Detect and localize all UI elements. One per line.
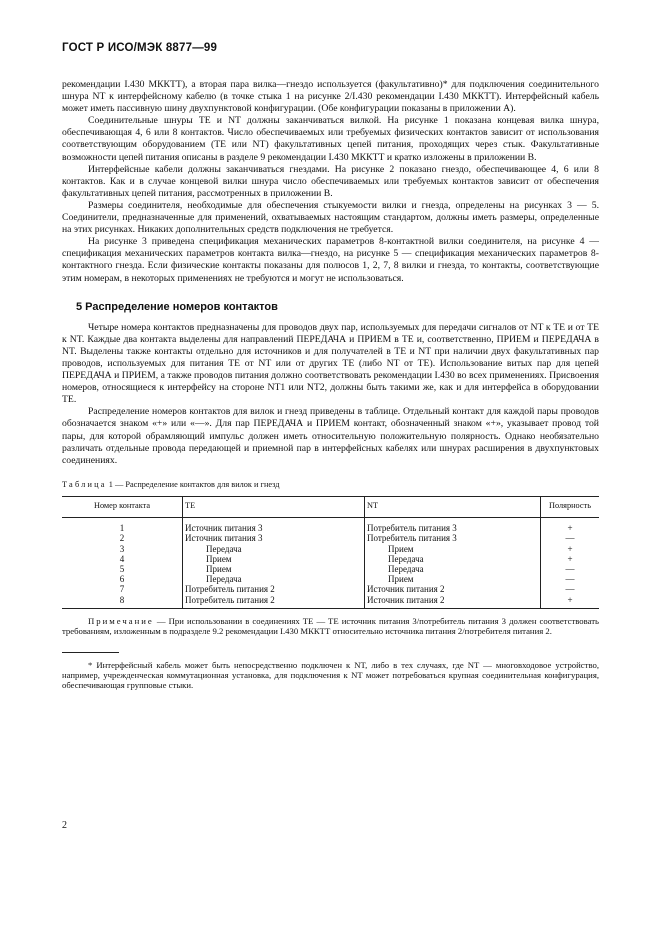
cell-te: Передача [183,544,365,554]
table-header-row [62,496,599,517]
table-row [62,544,599,554]
paragraph: Распределение номеров контактов для вилок и гнезд приведены в таблице. Отдельный контакт для каждой пары проводов обозначается знаком «+» или «—». Для пар ПЕРЕДАЧА и ПРИЕМ контакт, обозначенный знаком «+», указывает провод той пары, для которой обрамляющий импульс должен иметь относительную положительную полярность. Однако необязательно различать отдельные провода передающей и приемной пар в интерфейсных кабелях или шнурах расширения в двухпунктовых соединениях. [62,406,599,466]
cell-te: Потребитель питания 2 [183,595,365,609]
cell-te: Потребитель питания 2 [183,584,365,594]
footnote: * Интерфейсный кабель может быть непосредственно подключен к NT, либо в тех случаях, где NT — многовходовое устройство, например, учрежденческая коммутационная установка, для подключения к NT может потребоваться крупная соединительная конфигурация, обеспечивающая групповые стыки. [62,659,599,691]
cell-polarity: — [541,533,600,543]
table-row [62,533,599,543]
cell-te: Источник питания 3 [183,518,365,534]
paragraph: Размеры соединителя, необходимые для обеспечения стыкуемости вилки и гнезда, определены на рисунках 3 — 5. Соединители, предназначенные для применений, охватываемых настоящим стандартом, должны иметь размеры, определенные на этих рисунках. Никаких дополнительных средств подключения не требуется. [62,199,599,236]
cell-nt: Потребитель питания 3 [365,518,541,534]
page-number: 2 [62,820,67,831]
column-header-te: TE [183,496,365,517]
cell-polarity: + [541,518,600,534]
cell-nt: Источник питания 2 [365,584,541,594]
cell-contact-number: 3 [119,543,125,554]
cell-polarity: — [541,564,600,574]
table-row [62,574,599,584]
table-row [62,554,599,564]
paragraph: На рисунке 3 приведена спецификация механических параметров 8-контактной вилки соединителя, на рисунке 4 — спецификация механических параметров контакта вилка—гнездо, на рисунке 5 — спецификация механических параметров 8-контактного гнезда. Если физические контакты показаны для полюсов 1, 2, 7, 8 вилки и гнезда, то контакты, соответствующие этим номерам, в некоторых применениях не требуются и могут не использоваться. [62,236,599,284]
paragraph: Четыре номера контактов предназначены для проводов двух пар, используемых для передачи сигналов от NT к TE и от TE к NT. Каждые два контакта выделены для направлений ПЕРЕДАЧА и ПРИЕМ в TE и, соответственно, ПРИЕМ и ПЕРЕДАЧА в NT. Выделены также контакты отдельно для источников и для получателей в TE и NT при наличии двух факультативных пар проводов, используемых для питания TE от NT или от других TE (либо NT от TE). Использование витых пар для цепей ПЕРЕДАЧА и ПРИЕМ, а также проводов питания должно соответствовать рекомендации I.430 во всех применениях. Присвоения номеров, относящиеся к интерфейсу на стороне NT1 или NT2, должны быть такими же, как и для интерфейса в оборудовании TE. [62,321,599,406]
cell-nt: Прием [365,544,541,554]
paragraph: Соединительные шнуры TE и NT должны заканчиваться вилкой. На рисунке 1 показана концевая вилка шнура, обеспечивающая 4, 6 или 8 контактов. Число обеспечиваемых или требуемых физических контактов зависит от использования соответствующим оборудованием (TE или NT) факультативных цепей питания, проходящих через стык. Факультативные возможности цепей питания описаны в разделе 9 рекомендации I.430 МККТТ и кратко изложены в приложении В. [62,115,599,163]
footnote-divider [62,652,119,653]
table-row [62,584,599,594]
cell-te: Прием [183,564,365,574]
table-row [62,518,599,534]
cell-contact-number: 5 [119,563,125,574]
cell-contact-number: 6 [119,574,125,585]
cell-polarity: — [541,584,600,594]
cell-nt: Передача [365,564,541,574]
cell-polarity: + [541,554,600,564]
note-label: Примечание [88,615,154,626]
cell-nt: Потребитель питания 3 [365,533,541,543]
cell-polarity: + [541,544,600,554]
document-body [62,79,599,691]
table-caption [62,479,599,491]
cell-contact-number: 8 [62,595,183,609]
note-text: — При использовании в соединениях TE — TE источник питания 3/потребитель питания 3 должен соответствовать требованиям, изложенным в подразделе 9.2 рекомендации I.430 МККТТ относительно источника питания 2/потребителя питания 2. [62,615,599,637]
table-caption-label: Таблица [62,479,107,489]
cell-polarity: — [541,574,600,584]
cell-nt: Прием [365,574,541,584]
cell-nt: Источник питания 2 [365,595,541,609]
paragraph: Интерфейсные кабели должны заканчиваться гнездами. На рисунке 2 показано гнездо, обеспечивающее 4, 6 или 8 контактов. Как и в случае концевой вилки шнура число обеспечиваемых или требуемых контактов зависит от обеспечения факультативных цепей питания, рассмотренных в приложении В. [62,163,599,199]
cell-contact-number: 7 [119,584,125,595]
table-row [62,564,599,574]
cell-polarity: + [541,595,600,609]
cell-te: Источник питания 3 [183,533,365,543]
column-header-nt: NT [365,496,541,517]
cell-contact-number: 2 [119,533,125,544]
table-row [62,595,599,609]
cell-te: Прием [183,554,365,564]
cell-contact-number: 1 [119,523,125,534]
cell-nt: Передача [365,554,541,564]
table-note [62,616,599,637]
running-header: ГОСТ Р ИСО/МЭК 8877—99 [62,42,218,54]
paragraph: рекомендации I.430 МККТТ), а вторая пара вилка—гнездо используется (факультативно)* для подключения соединительного шнура NT к интерфейсному кабелю (в точке стыка 1 на рисунке 2/I.430 рекомендации I.430 МККТТ). Интерфейсный кабель может иметь пассивную шину двухпунктовой конфигурации. (Обе конфигурации показаны в приложении А). [62,79,599,115]
column-header-polarity: Полярность [541,496,600,517]
table-caption-text: 1 — Распределение контактов для вилок и гнезд [106,479,280,489]
section-heading: 5 Распределение номеров контактов [76,300,278,313]
cell-te: Передача [183,574,365,584]
contact-assignment-table [62,496,599,609]
cell-contact-number: 4 [119,553,125,564]
column-header-contact-number: Номер контакта [62,496,183,517]
